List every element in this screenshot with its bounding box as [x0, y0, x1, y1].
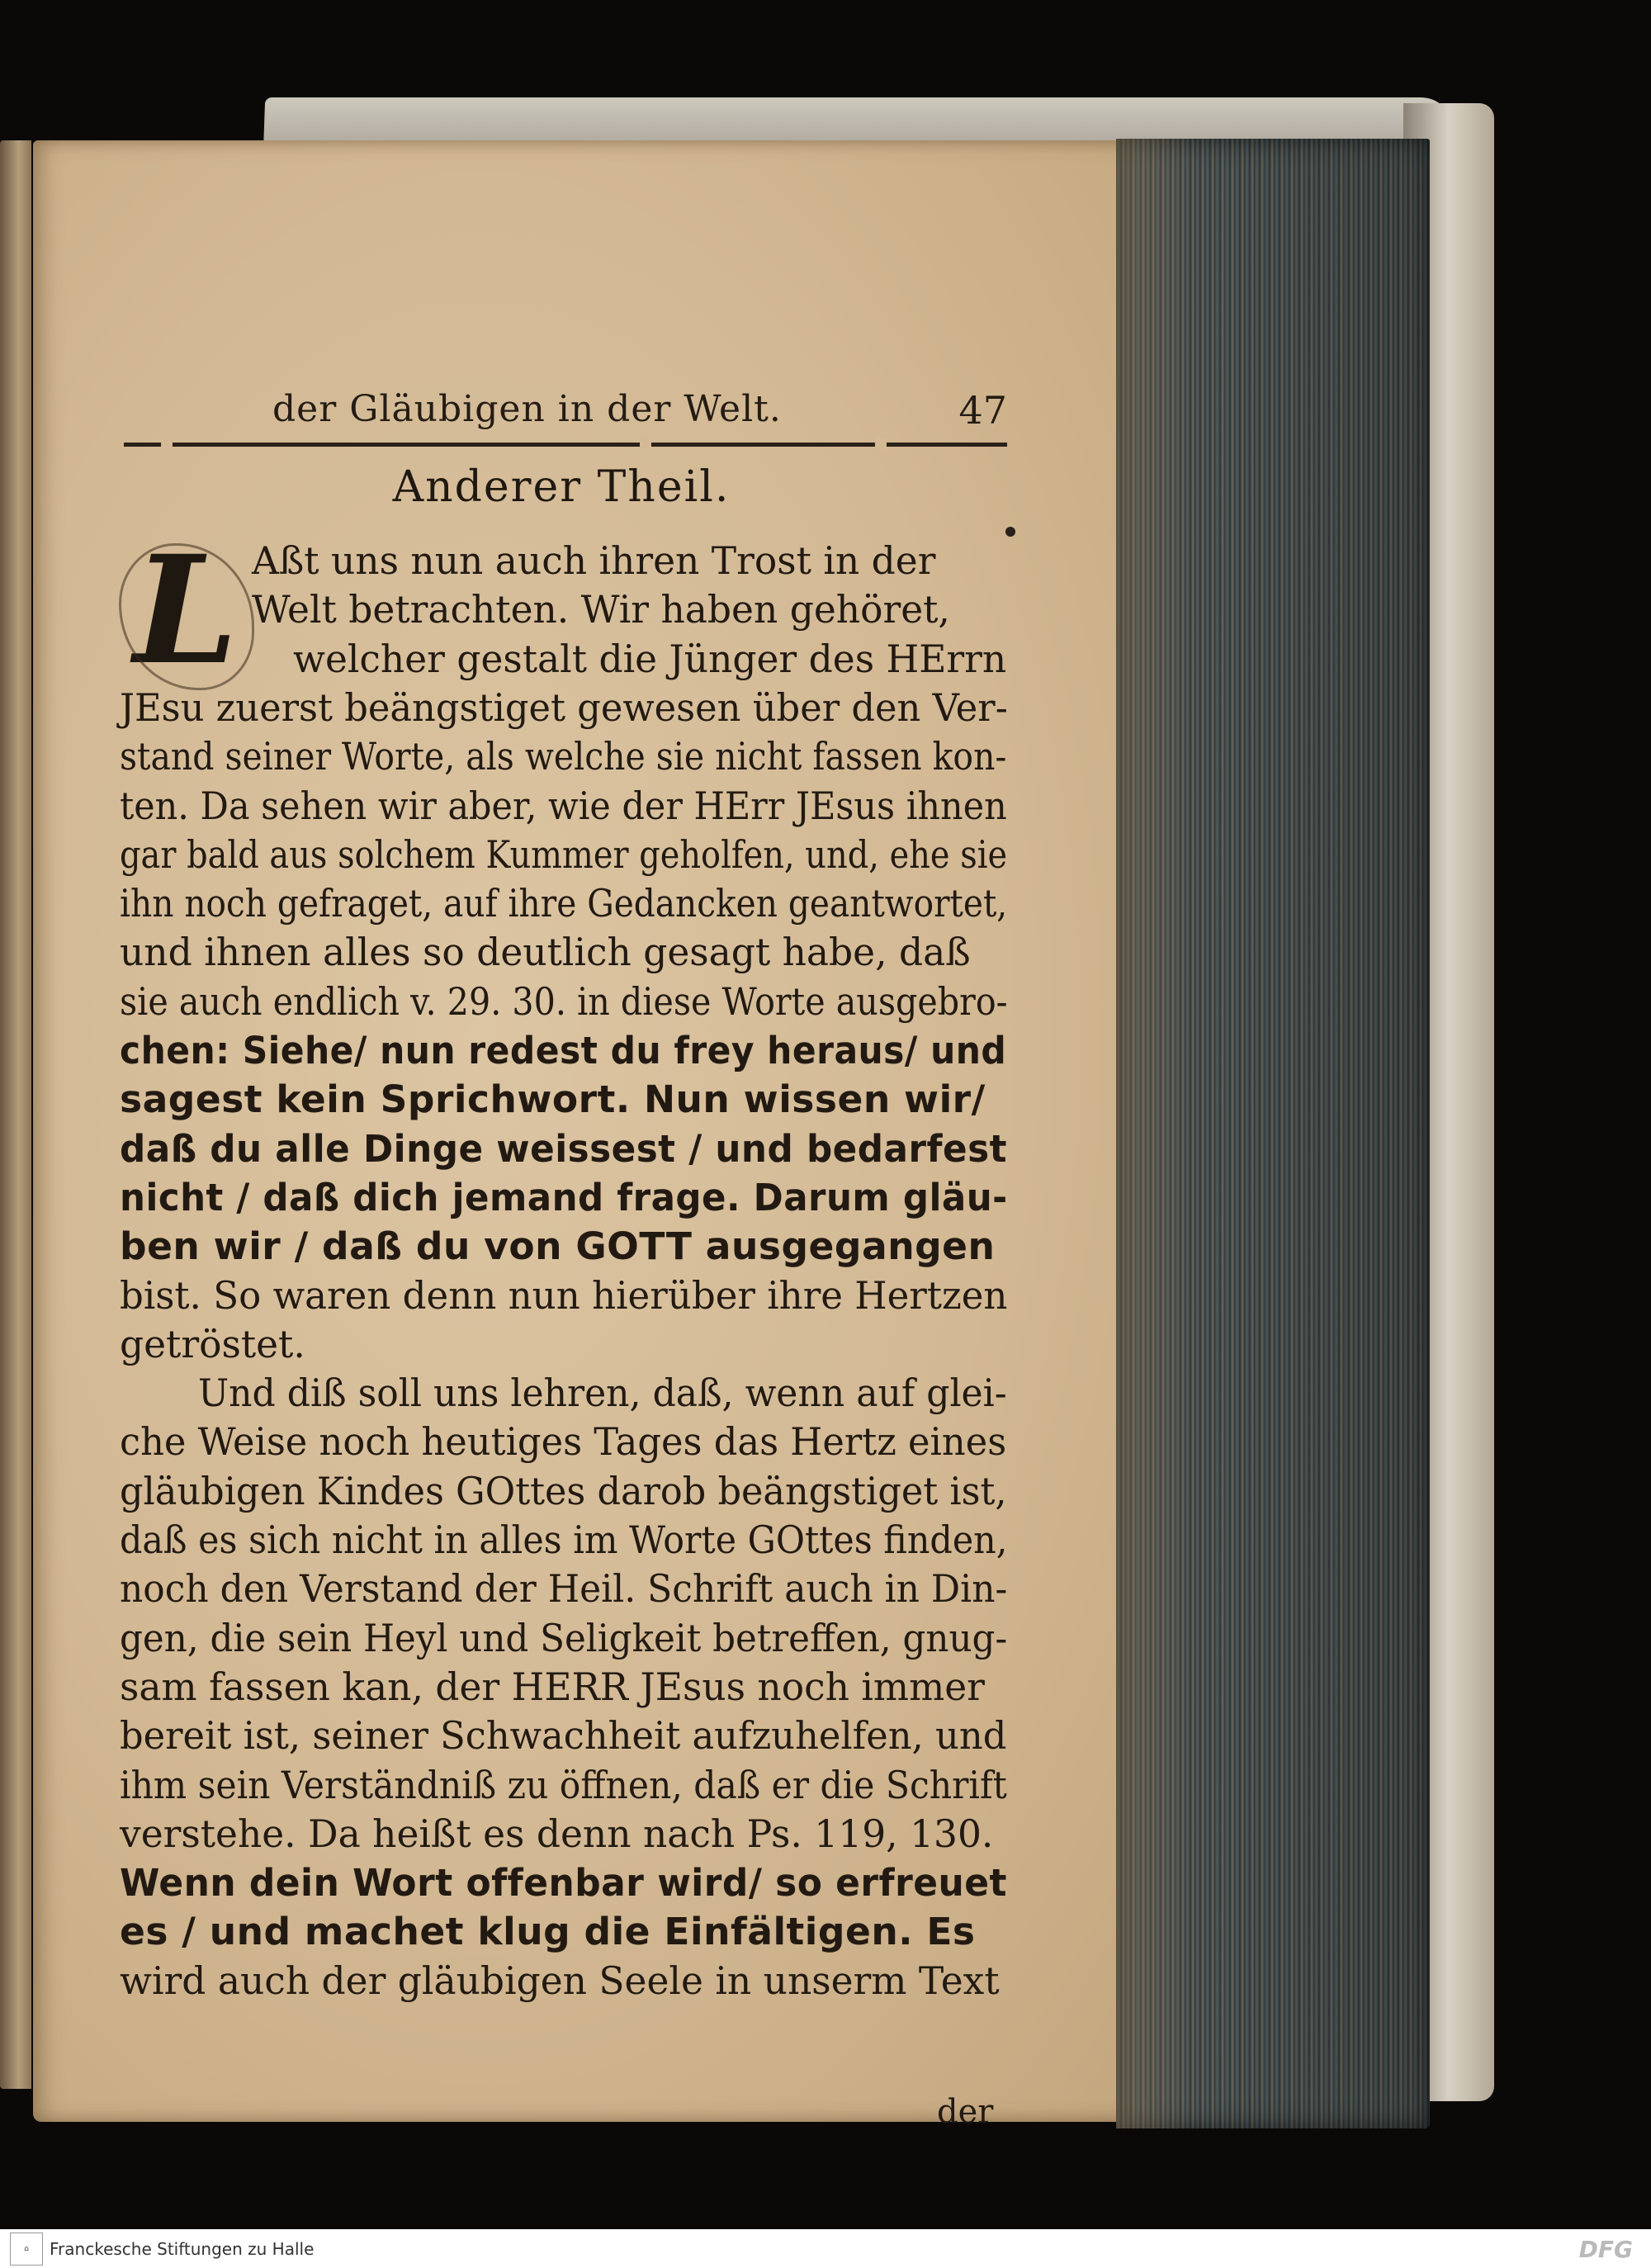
text-line: ben wir / daß du von GOTT ausgegangen	[120, 1224, 996, 1269]
text-line: Und diß soll uns lehren, daß, wenn auf glei-	[198, 1371, 1007, 1416]
text-line: nicht / daß dich jemand frage. Darum gläu-	[120, 1175, 1008, 1219]
text-line: ihm sein Verständniß zu öffnen, daß er die Schrift	[120, 1763, 1007, 1807]
institution-logo-icon: ⌂	[10, 2232, 43, 2266]
text-line: daß du alle Dinge weissest / und bedarfest	[120, 1126, 1007, 1171]
text-line: gen, die sein Heyl und Seligkeit betreffen, gnug-	[120, 1616, 1008, 1660]
text-line: sie auch endlich v. 29. 30. in diese Worte ausgebro-	[120, 979, 1008, 1024]
book-page	[33, 140, 1156, 2131]
text-line: noch den Verstand der Heil. Schrift auch in Din-	[120, 1567, 1008, 1612]
text-line: ten. Da sehen wir aber, wie der HErr JEsus ihnen	[120, 784, 1007, 828]
text-line: bist. So waren denn nun hierüber ihre Hertzen	[120, 1273, 1008, 1318]
rule-break	[875, 438, 887, 449]
text-line: und ihnen alles so deutlich gesagt habe, daß	[120, 930, 971, 975]
dfg-badge: DFG	[1578, 2236, 1633, 2263]
text-line: getröstet.	[120, 1322, 305, 1366]
text-line: stand seiner Worte, als welche sie nicht fassen kon-	[120, 735, 1007, 779]
text-line: JEsu zuerst beängstiget gewesen über den Ver-	[120, 685, 1008, 730]
text-line: Wenn dein Wort offenbar wird/ so erfreuet	[120, 1861, 1008, 1906]
text-line: che Weise noch heutiges Tages das Hertz eines	[120, 1420, 1007, 1465]
text-line: wird auch der gläubigen Seele in unserm Text	[120, 1958, 1000, 2003]
facing-page-edge	[0, 140, 31, 2089]
ink-dot	[1005, 527, 1015, 537]
text-line: ihn noch gefraget, auf ihre Gedancken geantwortet,	[120, 882, 1008, 926]
text-line: daß es sich nicht in alles im Worte GOttes finden,	[120, 1518, 1008, 1562]
rule-break	[161, 438, 173, 449]
rule-break	[640, 438, 651, 449]
text-line: gläubigen Kindes GOttes darob beängstiget ist,	[120, 1469, 1007, 1513]
text-line: es / und machet klug die Einfältigen. Es	[120, 1910, 976, 1954]
text-line: chen: Siehe/ nun redest du frey heraus/ und	[120, 1029, 1007, 1072]
viewer-footer	[0, 2229, 1651, 2268]
running-head: der Gläubigen in der Welt.	[272, 388, 782, 430]
text-line: bereit ist, seiner Schwachheit aufzuhelfen, und	[120, 1714, 1007, 1759]
page-number: 47	[958, 388, 1007, 433]
text-line: welcher gestalt die Jünger des HErrn	[293, 637, 1007, 681]
text-line: Aßt uns nun auch ihren Trost in der	[252, 539, 936, 583]
institution-label: Franckesche Stiftungen zu Halle	[50, 2239, 315, 2259]
text-line: sagest kein Sprichwort. Nun wissen wir/	[120, 1077, 986, 1122]
text-line: verstehe. Da heißt es denn nach Ps. 119, 130.	[120, 1811, 994, 1856]
text-line: gar bald aus solchem Kummer geholfen, und, ehe sie	[120, 832, 1008, 877]
page-block-fore-edge	[1116, 139, 1430, 2128]
text-line: Welt betrachten. Wir haben gehöret,	[252, 588, 950, 632]
ornamental-initial: L	[124, 528, 248, 694]
catchword: der	[937, 2093, 994, 2131]
section-title: Anderer Theil.	[392, 462, 731, 512]
page-header	[124, 388, 1007, 438]
text-line: sam fassen kan, der HERR JEsus noch immer	[120, 1664, 985, 1709]
